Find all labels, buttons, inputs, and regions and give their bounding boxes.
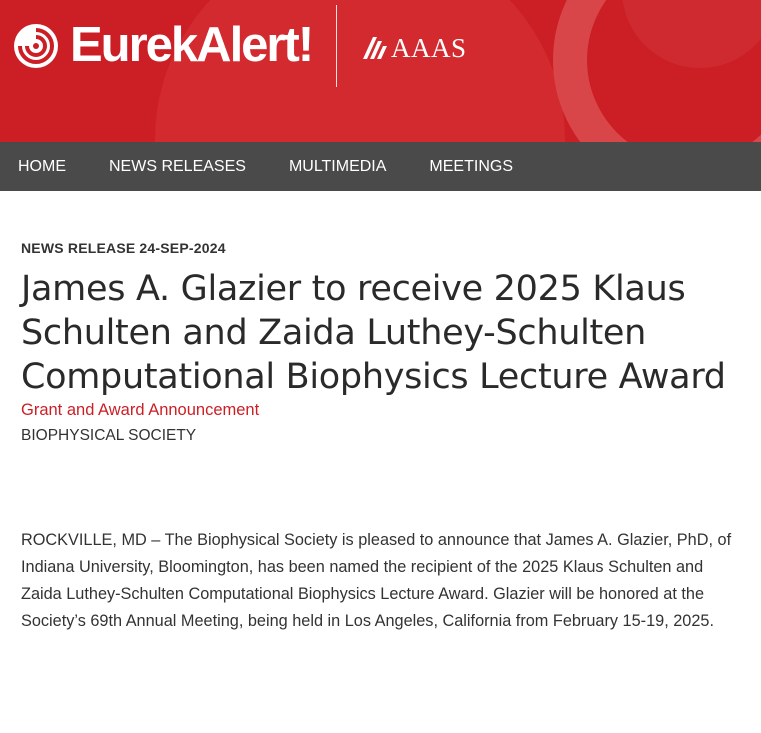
article-organization: BIOPHYSICAL SOCIETY (21, 427, 197, 444)
site-header (0, 0, 761, 142)
header-divider (336, 5, 337, 87)
eurekalert-swirl-logo-icon (12, 22, 60, 70)
nav-item-multimedia[interactable]: MULTIMEDIA (288, 158, 387, 175)
main-navigation (0, 142, 761, 191)
article-body-paragraph: ROCKVILLE, MD – The Biophysical Society is pleased to announce that James A. Glazier, PhD, of Indiana University, Bloomington, has been named the recipient of the 2025 Klaus Schulten and Zaida Luthey-Schulten Computational Biophysics Lecture Award. Glazier will be honored at the Society’s 69th Annual Meeting, being held in Los Angeles, California from February 15-19, 2025. (21, 531, 732, 630)
article-title: James A. Glazier to receive 2025 Klaus Schulten and Zaida Luthey-Schulten Computational Biophysics Lecture Award (21, 269, 726, 397)
release-type-label: NEWS RELEASE (21, 240, 136, 256)
release-meta (21, 239, 741, 257)
article-content (0, 239, 761, 635)
nav-item-home[interactable]: HOME (18, 158, 66, 175)
aaas-logo-icon (361, 35, 389, 61)
release-date: 24-SEP-2024 (139, 240, 226, 256)
aaas-logo-text: AAAS (391, 33, 467, 63)
nav-item-news-releases[interactable]: NEWS RELEASES (109, 158, 246, 175)
aaas-logo-link[interactable] (361, 33, 467, 63)
eurekalert-logo-text: EurekAlert! (70, 18, 313, 72)
nav-item-meetings[interactable]: MEETINGS (429, 158, 513, 175)
article-category-link[interactable]: Grant and Award Announcement (21, 401, 260, 419)
